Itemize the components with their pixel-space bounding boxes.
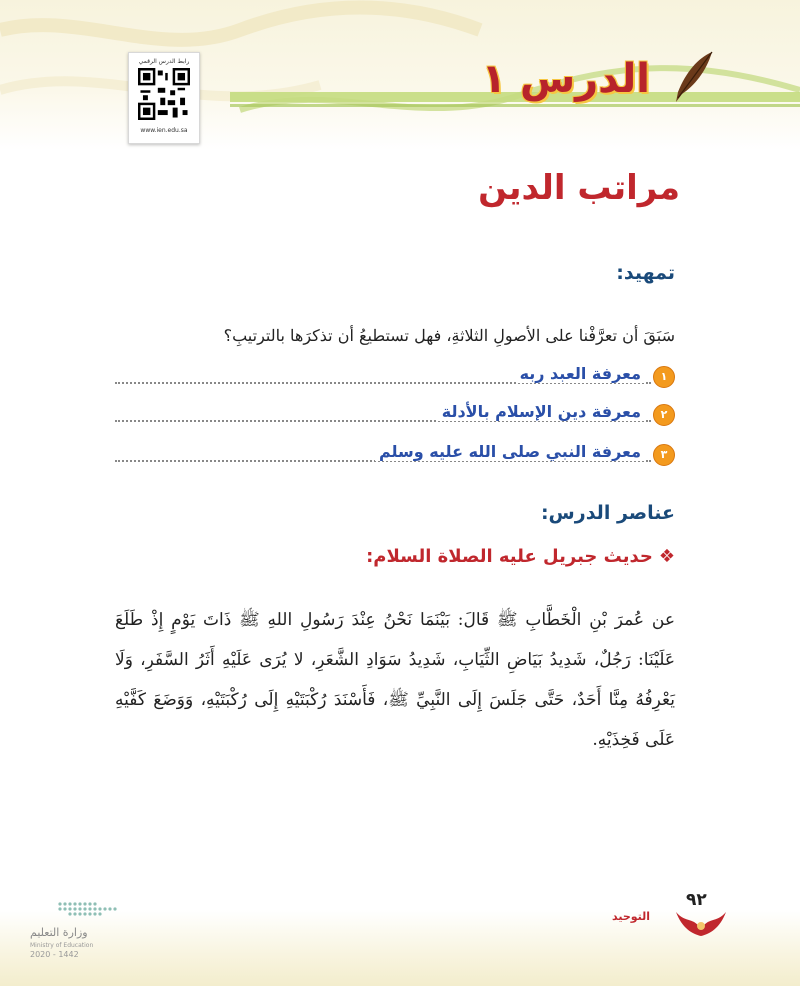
qr-url[interactable]: www.ien.edu.sa xyxy=(140,127,188,134)
qr-label: رابط الدرس الرقمي xyxy=(138,58,190,65)
page-title: مراتب الدين xyxy=(478,168,680,208)
page-number: ٩٢ xyxy=(686,890,707,910)
ministry-year: 2020 - 1442 xyxy=(30,950,79,959)
hadith-text: عن عُمرَ بْنِ الْخَطَّابِ ﷺ قَالَ: بَيْنَمَا نَحْنُ عِنْدَ رَسُولِ اللهِ ﷺ ذَاتَ يَوْمٍ إِذْ طَلَعَ عَلَيْنَا: رَجُلٌ، شَدِيدُ بَيَاضِ الثِّيَابِ، شَدِيدُ سَوَادِ الشَّعَرِ، لا يُرَى عَلَيْهِ أَثَرُ السَّفَرِ، وَلَا يَعْرِفُهُ مِنَّا أَحَدٌ، حَتَّى جَلَسَ إِلَى النَّبِيِّ ﷺ، فَأَسْنَدَ رُكْبَتَيْهِ إِلَى رُكْبَتَيْهِ، وَوَضَعَ كَفَّيْهِ عَلَى فَخِذَيْهِ. xyxy=(115,610,675,750)
subject-label: التوحيد xyxy=(612,910,651,923)
ministry-name: وزارة التعليم xyxy=(30,926,88,939)
ministry-english-name: Ministry of Education xyxy=(30,942,94,949)
answer-row xyxy=(115,402,675,430)
page-ornament-icon xyxy=(672,908,730,938)
hadith-subheading xyxy=(366,546,675,567)
answer-number-badge: ٢ xyxy=(653,404,675,426)
diamond-bullet-icon: ❖ xyxy=(658,546,675,567)
elements-heading: عناصر الدرس: xyxy=(540,502,675,524)
answer-text: معرفة دين الإسلام بالأدلة xyxy=(438,402,645,421)
qr-code-icon[interactable] xyxy=(138,68,190,120)
hadith-subheading-text: حديث جبريل عليه الصلاة السلام: xyxy=(366,546,653,567)
answer-text: معرفة العبد ربه xyxy=(516,364,645,383)
intro-question: سَبَقَ أن تعرَّفْنا على الأصولِ الثلاثةِ، فهل تستطيعُ أن تذكرَها بالترتيبِ؟ xyxy=(223,326,675,345)
answer-text: معرفة النبي صلى الله عليه وسلم xyxy=(375,442,645,461)
answer-row xyxy=(115,442,675,470)
ministry-logo-icon xyxy=(30,898,122,924)
qr-card[interactable] xyxy=(128,52,200,144)
answer-row xyxy=(115,364,675,392)
lesson-label: الدرس ١ xyxy=(481,56,650,102)
answer-number-badge: ١ xyxy=(653,366,675,388)
intro-heading: تمهيد: xyxy=(616,262,675,284)
answer-number-badge: ٣ xyxy=(653,444,675,466)
feather-pen-icon xyxy=(668,48,716,108)
